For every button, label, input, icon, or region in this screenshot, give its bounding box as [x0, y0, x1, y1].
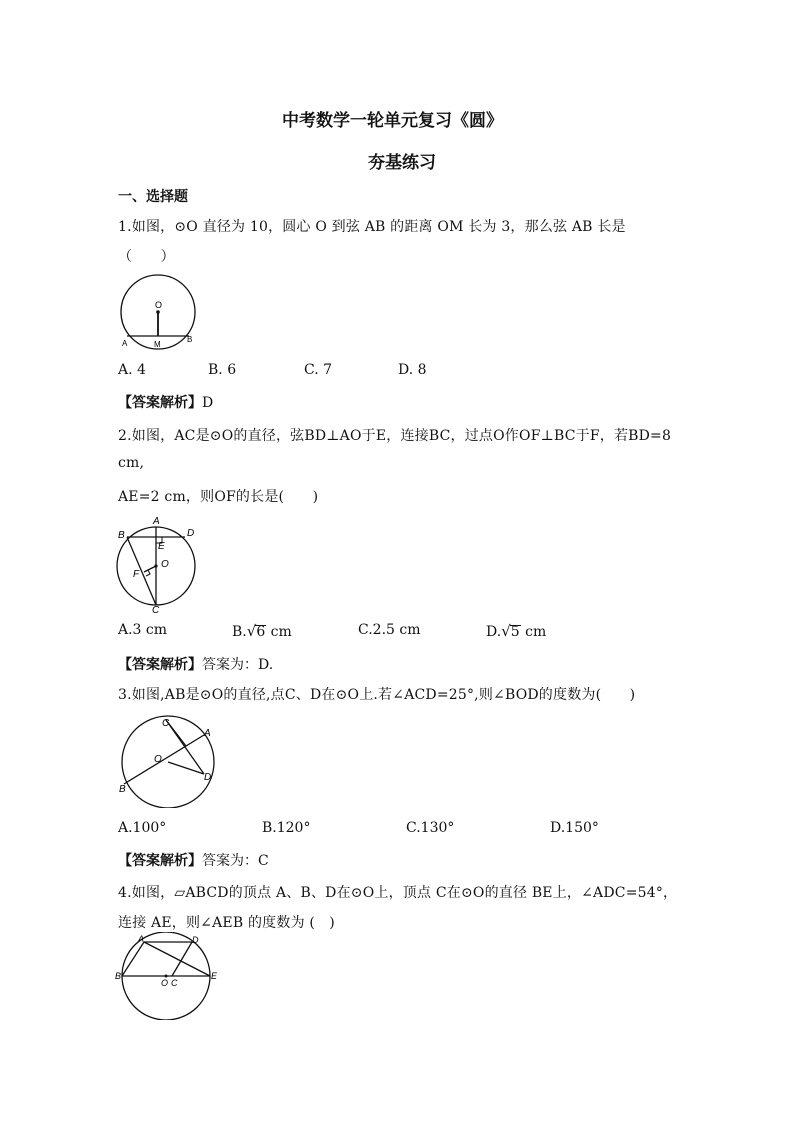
fig4-label-d: D	[192, 935, 199, 945]
question-1-option-c: C. 7	[304, 362, 333, 378]
question-4-figure	[114, 932, 218, 1020]
question-2-text-cont2: AE=2 cm，则OF的长是( )	[118, 489, 319, 505]
fig2-label-c: C	[152, 605, 160, 614]
question-2-option-c: C.2.5 cm	[358, 622, 421, 638]
section-heading: 一、选择题	[118, 189, 188, 205]
fig2-label-e: E	[158, 541, 165, 552]
fig4-label-c: C	[171, 978, 178, 988]
answer-value: 答案为：C	[202, 853, 269, 869]
option-d-radicand: 5	[510, 624, 520, 640]
question-1-text-cont: （ ）	[118, 249, 175, 265]
option-b-radicand: 6	[256, 624, 266, 640]
question-3-option-a: A.100°	[118, 820, 167, 836]
question-1-option-d: D. 8	[398, 362, 427, 378]
fig2-label-d: D	[187, 528, 195, 539]
fig2-label-a: A	[153, 516, 160, 527]
fig2-label-b: B	[118, 530, 125, 541]
answer-value: 答案为：D.	[202, 657, 274, 673]
option-d-letter: D.	[486, 624, 502, 640]
fig4-label-a: A	[138, 934, 145, 944]
question-2-option-b	[232, 622, 292, 640]
fig3-label-c: C	[162, 718, 170, 729]
question-3-answer	[118, 850, 269, 870]
fig3-label-d: D	[204, 772, 212, 783]
answer-tag: 【答案解析】	[118, 853, 202, 869]
question-3-option-d: D.150°	[550, 820, 599, 836]
question-4-text: 4.如图，▱ABCD的顶点 A、B、D在⊙O上，顶点 C在⊙O的直径 BE上，∠ADC=54°，	[118, 885, 678, 901]
option-b-unit: cm	[266, 624, 292, 640]
question-4-text-cont: 连接 AE，则∠AEB 的度数为 ( )	[118, 915, 335, 931]
fig2-label-f: F	[133, 569, 140, 580]
question-3-option-c: C.130°	[406, 820, 455, 836]
question-1-text: 1.如图，⊙O 直径为 10，圆心 O 到弦 AB 的距离 OM 长为 3，那么弦 AB 长是	[118, 219, 626, 235]
fig4-label-o: O	[161, 978, 169, 988]
fig4-label-e: E	[211, 971, 218, 981]
question-2-option-a: A.3 cm	[118, 622, 168, 638]
question-3-text: 3.如图,AB是⊙O的直径,点C、D在⊙O上.若∠ACD=25°,则∠BOD的度数为( )	[118, 687, 636, 703]
answer-tag: 【答案解析】	[118, 395, 202, 411]
answer-tag: 【答案解析】	[118, 657, 202, 673]
question-3-figure	[116, 712, 220, 808]
fig1-label-m: M	[154, 340, 161, 349]
option-b-letter: B.	[232, 624, 247, 640]
question-2-option-d	[486, 622, 546, 640]
question-1-answer	[118, 392, 213, 412]
page-title: 中考数学一轮单元复习《圆》	[282, 111, 503, 131]
fig3-label-b: B	[119, 784, 126, 795]
question-2-text: 2.如图，AC是⊙O的直径，弦BD⊥AO于E，连接BC，过点O作OF⊥BC于F，若BD=8	[118, 428, 672, 444]
option-d-unit: cm	[520, 624, 547, 640]
fig4-label-b: B	[115, 971, 122, 981]
answer-value: D	[202, 395, 214, 411]
question-1-option-a: A. 4	[118, 362, 146, 378]
fig3-label-o: O	[154, 754, 162, 765]
question-2-text-cont: cm,	[118, 455, 145, 471]
fig1-label-o: O	[155, 300, 163, 310]
sqrt-sign: √	[246, 622, 257, 640]
sqrt-sign: √	[501, 622, 511, 640]
fig2-label-o: O	[161, 559, 169, 570]
fig1-label-a: A	[122, 339, 128, 348]
question-1-option-b: B. 6	[208, 362, 237, 378]
fig1-label-b: B	[187, 335, 193, 344]
question-2-answer	[118, 654, 273, 674]
question-2-figure	[116, 514, 202, 614]
fig3-label-a: A	[204, 728, 211, 739]
question-3-option-b: B.120°	[262, 820, 311, 836]
question-1-figure	[116, 274, 204, 354]
page-subtitle: 夯基练习	[368, 153, 436, 173]
